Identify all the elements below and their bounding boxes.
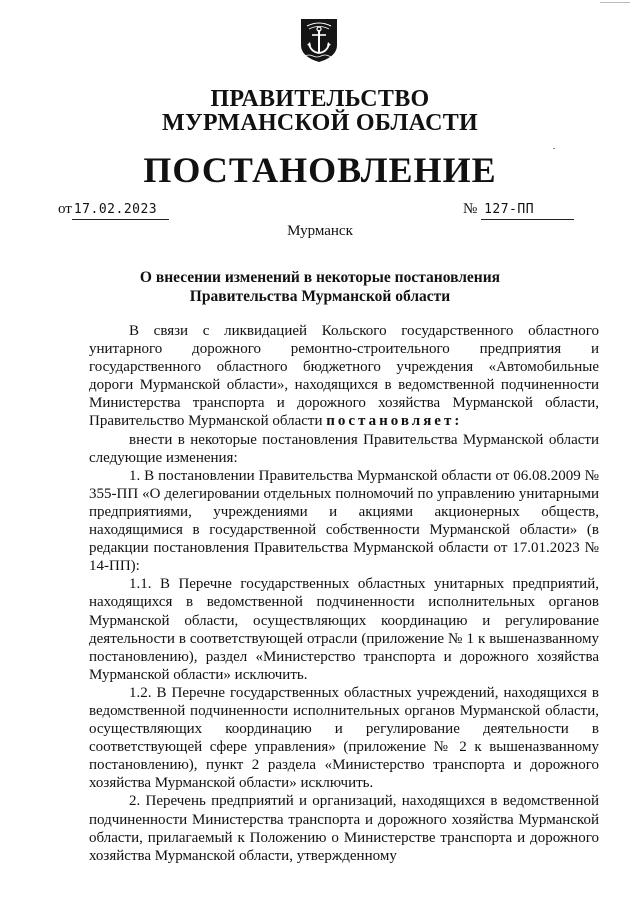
city-name: Мурманск xyxy=(287,223,353,239)
government-name-line1: ПРАВИТЕЛЬСТВО xyxy=(210,86,430,112)
paragraph-intro: внести в некоторые постановления Правительства Мурманской области следующие изменения: xyxy=(89,431,599,466)
resolves-word: постановляет: xyxy=(326,413,463,430)
paragraph-preamble xyxy=(89,322,599,431)
date-prefix: от xyxy=(58,201,72,217)
document-body xyxy=(89,322,599,865)
date-value: 17.02.2023 xyxy=(72,201,169,220)
document-date xyxy=(58,200,169,220)
government-name-line2: МУРМАНСКОЙ ОБЛАСТИ xyxy=(162,110,478,136)
document-number xyxy=(463,200,574,220)
document-type-heading: ПОСТАНОВЛЕНИЕ xyxy=(143,150,497,190)
paragraph-item-2: 2. Перечень предприятий и организаций, находящихся в ведомственной подчиненности Министерства транспорта и дорожного хозяйства Мурманской области, прилагаемый к Положению о Министерстве транспорта и дорожного хозяйства Мурманской области, утвержденному xyxy=(89,793,599,864)
scan-edge-mark xyxy=(600,2,630,3)
document-title xyxy=(0,268,640,306)
paragraph-item-1-2: 1.2. В Перечне государственных областных учреждений, находящихся в ведомственной подчиненности исполнительных органов Мурманской области, осуществляющих координацию и регулирование деятельности в соответствующей сфере управления» (приложение № 2 к вышеназванному постановлению), пункт 2 раздела «Министерство транспорта и дорожного хозяйства Мурманской области» исключить. xyxy=(89,684,599,792)
paragraph-item-1-1: 1.1. В Перечне государственных областных унитарных предприятий, находящихся в ведомственной подчиненности исполнительных органов Мурманской области, осуществляющих координацию и регулирование деятельности в соответствующей отрасли (приложение № 1 к вышеназванному постановлению), раздел «Министерство транспорта и дорожного хозяйства Мурманской области» исключить. xyxy=(89,576,599,683)
scan-speck xyxy=(553,148,555,149)
number-value: 127-ПП xyxy=(481,201,574,220)
paragraph-item-1: 1. В постановлении Правительства Мурманской области от 06.08.2009 № 355-ПП «О делегировании отдельных полномочий по управлению унитарными предприятиями, учреждениями и акциями акционерных обществ, находящимися в государственной собственности Мурманской области» (в редакции постановления Правительства Мурманской области от 17.01.2023 № 14-ПП): xyxy=(89,467,599,575)
coat-of-arms-icon xyxy=(299,17,339,63)
preamble-text: В связи с ликвидацией Кольского государственного областного унитарного дорожного ремонтно-строительного предприятия и государственного областного бюджетного учреждения «Автомобильные дороги Мурманской области», находящихся в ведомственной подчиненности Министерства транспорта и дорожного хозяйства Мурманской области, Правительство Мурманской области xyxy=(89,323,599,430)
title-line2: Правительства Мурманской области xyxy=(189,288,451,305)
number-prefix: № xyxy=(463,201,478,217)
title-line1: О внесении изменений в некоторые постановления xyxy=(139,269,501,286)
